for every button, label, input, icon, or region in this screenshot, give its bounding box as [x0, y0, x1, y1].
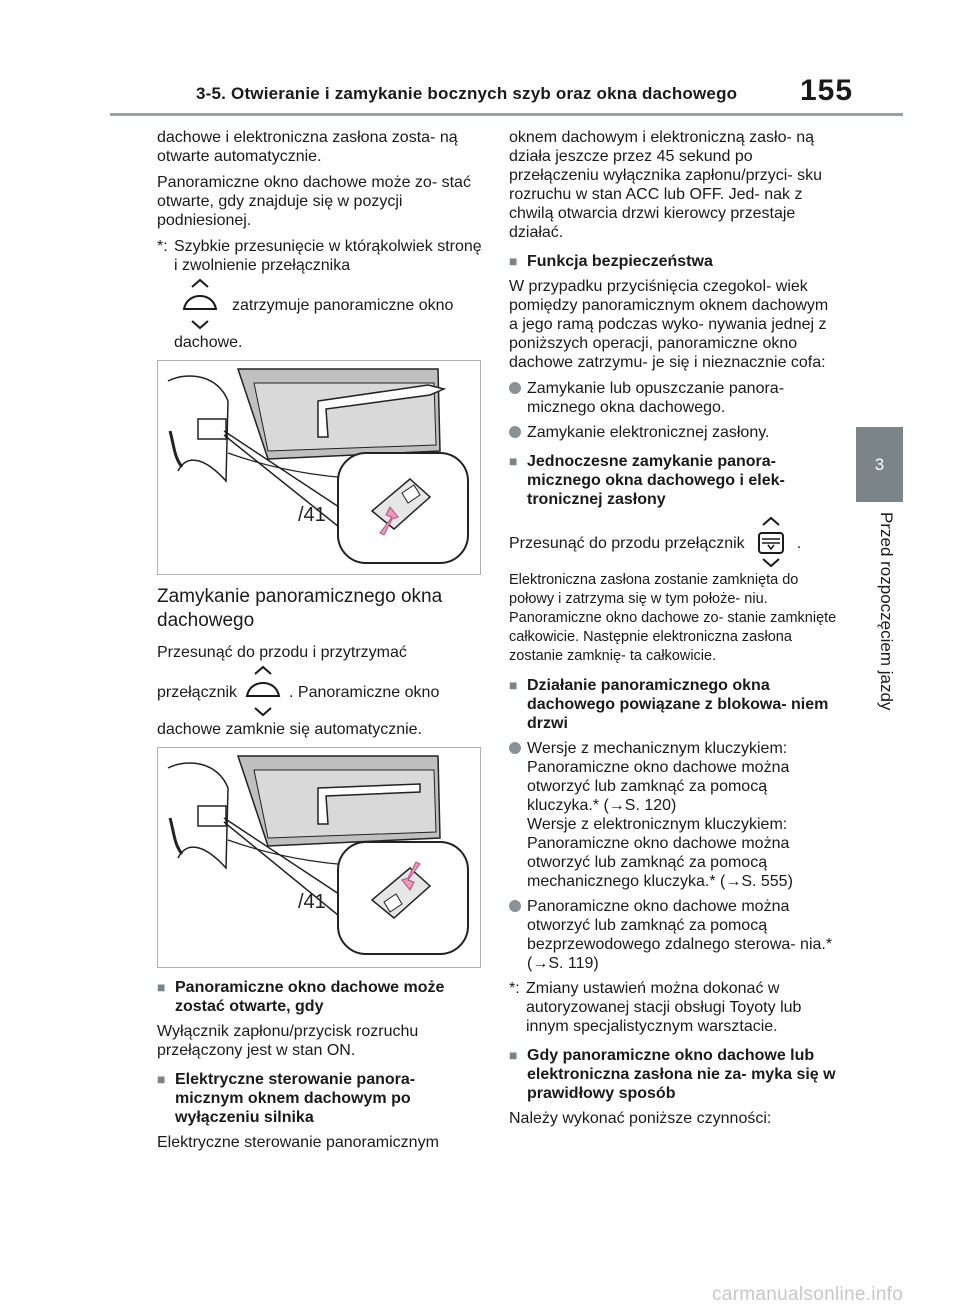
square-bullet-icon: ■ — [509, 677, 518, 693]
page-number: 155 — [800, 74, 854, 107]
switch-inline — [157, 277, 482, 333]
right-column — [509, 128, 839, 1135]
section-heading — [509, 252, 839, 271]
list-item-text — [527, 739, 839, 891]
list-item — [509, 739, 839, 891]
svg-text:/41: /41 — [298, 891, 326, 913]
section-heading-text: Elektryczne sterowanie panora- micznym oknem dachowym po wyłączeniu silnika — [175, 1071, 416, 1126]
paragraph: W przypadku przyciśnięcia czegokol- wiek pomiędzy panoramicznym oknem dachowym a jego ramą podczas wyko- nywania jednej z poniższych operacji, panoramiczne okno dachowe zatrzymu- je się i nieznacznie cofa: — [509, 278, 829, 371]
list-item — [509, 379, 839, 417]
round-bullet-icon — [509, 426, 521, 438]
square-bullet-icon: ■ — [157, 979, 166, 995]
paragraph: Należy wykonać poniższe czynności: — [509, 1110, 772, 1127]
roof-open-illustration — [157, 360, 481, 575]
figure-caption: Zamykanie panoramicznego okna dachowego — [157, 586, 443, 631]
footnote-mark: *: — [509, 980, 520, 997]
paragraph: oknem dachowym i elektroniczną zasło- ną działa jeszcze przez 45 sekund po przełączeniu wyłącznika zapłonu/przyci- sku rozruchu w stan ACC lub OFF. Jed- nak z chwilą otwarcia drzwi kierowcy przestaje działać. — [509, 129, 823, 241]
section-heading-text: Panoramiczne okno dachowe może zostać otwarte, gdy — [175, 979, 445, 1015]
footnote-text: Zmiany ustawień można dokonać w autoryzowanej stacji obsługi Toyoty lub innym specjalistycznym warsztacie. — [526, 980, 802, 1035]
section-heading — [157, 978, 482, 1016]
footnote-end: dachowe. — [174, 334, 243, 351]
chapter-label: Przed rozpoczęciem jazdy — [877, 512, 896, 711]
paragraph: Wyłącznik zapłonu/przycisk rozruchu przełączony jest w stan ON. — [157, 1023, 419, 1059]
section-heading — [509, 676, 839, 733]
square-bullet-icon: ■ — [509, 253, 518, 269]
section-heading — [509, 452, 839, 509]
chapter-tab[interactable]: 3 — [856, 427, 903, 502]
switch-inline — [509, 515, 839, 571]
switch-inline — [157, 664, 482, 720]
section-heading — [509, 1046, 839, 1103]
round-bullet-icon — [509, 900, 521, 912]
inline-text: przełącznik — [157, 683, 238, 701]
header-divider — [110, 113, 903, 116]
footnote-text-continued: zatrzymuje panoramiczne okno — [232, 296, 454, 314]
square-bullet-icon: ■ — [157, 1071, 166, 1087]
list-item-text: Zamykanie elektronicznej zasłony. — [527, 424, 770, 441]
list-item-text: Zamykanie lub opuszczanie panora- micznego okna dachowego. — [527, 380, 785, 416]
list-item — [509, 897, 839, 973]
paragraph: Elektroniczna zasłona zostanie zamknięta do połowy i zatrzyma się w tym położe- niu. Panoramiczne okno dachowe zo- stanie zamknięte całkowicie. Następnie elektroniczna zasłona zostanie zamknię- ta całkowicie. — [509, 572, 837, 664]
section-heading-text: Jednoczesne zamykanie panora- micznego okna dachowego i elek- tronicznej zasłony — [527, 453, 785, 508]
svg-text:/41: /41 — [298, 504, 326, 526]
watermark: carmanualsonline.info — [712, 1284, 904, 1305]
round-bullet-icon — [509, 742, 521, 754]
footnote-text: Szybkie przesunięcie w którąkolwiek stronę i zwolnienie przełącznika — [174, 238, 482, 274]
section-heading-text: Działanie panoramicznego okna dachowego powiązane z blokowa- niem drzwi — [527, 677, 829, 732]
footnote — [157, 237, 482, 275]
square-bullet-icon: ■ — [509, 1047, 518, 1063]
section-heading-text: Funkcja bezpieczeństwa — [527, 253, 713, 270]
footnote — [509, 979, 839, 1036]
paragraph: Przesunąć do przodu i przytrzymać — [157, 644, 407, 661]
footnote-mark: *: — [157, 238, 168, 255]
list-item — [509, 423, 839, 442]
section-heading — [157, 1070, 482, 1127]
paragraph: Elektryczne sterowanie panoramicznym — [157, 1134, 439, 1151]
left-column — [157, 128, 482, 1159]
paragraph: dachowe zamknie się automatycznie. — [157, 721, 423, 738]
section-heading-text: Gdy panoramiczne okno dachowe lub elektroniczna zasłona nie za- myka się w prawidłowy sposób — [527, 1047, 836, 1102]
inline-text: . — [796, 534, 802, 552]
inline-text: . Panoramiczne okno — [289, 683, 440, 701]
paragraph: Panoramiczne okno dachowe może zo- stać otwarte, gdy znajduje się w pozycji podniesionej. — [157, 174, 471, 229]
list-item-text: Panoramiczne okno dachowe można otworzyć lub zamknąć za pomocą bezprzewodowego zdalnego sterowa- nia.* (→S. 119) — [527, 898, 833, 972]
roof-close-illustration — [157, 747, 481, 968]
tilt-switch-icon — [237, 664, 289, 720]
list-item-text-part: Wersje z mechanicznym kluczykiem: Panoramiczne okno dachowe można otworzyć lub zamknąć za pomocą kluczyka.* (→S. 120) — [527, 740, 790, 814]
shade-switch-icon — [745, 515, 797, 571]
round-bullet-icon — [509, 382, 521, 394]
paragraph: dachowe i elektroniczna zasłona zosta- ną otwarte automatycznie. — [157, 129, 458, 165]
tilt-switch-icon — [174, 277, 226, 333]
square-bullet-icon: ■ — [509, 453, 518, 469]
inline-text: Przesunąć do przodu przełącznik — [509, 534, 745, 552]
list-item-text-part: Wersje z elektronicznym kluczykiem: Panoramiczne okno dachowe można otworzyć lub zamknąć za pomocą mechanicznego kluczyka.* (→S. 555) — [527, 816, 793, 890]
page-header-title: 3-5. Otwieranie i zamykanie bocznych szyb oraz okna dachowego — [196, 84, 738, 103]
